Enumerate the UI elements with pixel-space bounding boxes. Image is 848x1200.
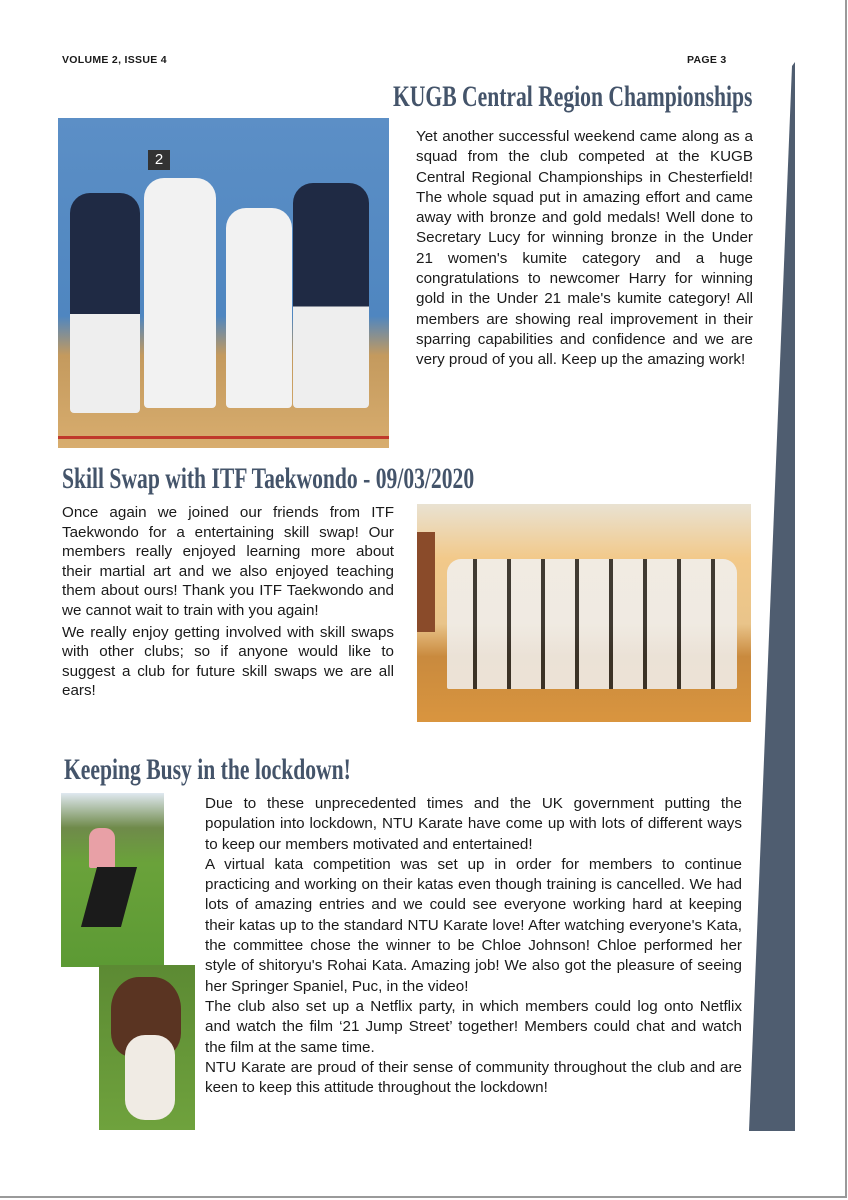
section-body-lockdown <box>205 794 742 1098</box>
paragraph: Yet another successful weekend came along as a squad from the club competed at the KUGB Central Regional Championships in Chesterfield! The whole squad put in amazing effort and came away with bronze and gold medals! Well done to Secretary Lucy for winning bronze in the Under 21 women's kumite category and a huge congratulations to newcomer Harry for winning gold in the Under 21 male's kumite category! All members are showing real improvement in their sparring capabilities and confidence and we are very proud of you all. Keep up the amazing work! <box>416 128 753 369</box>
skill-swap-photo <box>417 504 751 722</box>
paragraph: Due to these unprecedented times and the UK government putting the population into lockdown, NTU Karate have come up with lots of different ways to keep our members motivated and entertained! <box>205 795 742 853</box>
photo-sign: 2 <box>148 150 170 170</box>
section-title-kugb: KUGB Central Region Championships <box>393 80 753 113</box>
paragraph: The club also set up a Netflix party, in which members could log onto Netflix and watch the film ‘21 Jump Street’ together! Members could chat and watch the film at the same time. <box>205 997 742 1056</box>
section-body-kugb <box>416 127 753 371</box>
volume-label: VOLUME 2, ISSUE 4 <box>62 54 167 66</box>
section-body-skill-swap <box>62 503 394 701</box>
paragraph: NTU Karate are proud of their sense of community throughout the club and are keen to keep this attitude throughout the lockdown! <box>205 1058 742 1097</box>
championship-photo <box>58 118 389 448</box>
dog-photo <box>99 965 195 1130</box>
paragraph: Once again we joined our friends from ITF Taekwondo for a entertaining skill swap! Our members really enjoyed learning more about their martial art and we also enjoyed teaching them about ours! Thank you ITF Taekwondo and we cannot wait to train with you again! <box>62 504 394 619</box>
page-number: PAGE 3 <box>687 54 727 66</box>
section-title-lockdown: Keeping Busy in the lockdown! <box>64 753 351 786</box>
section-title-skill-swap: Skill Swap with ITF Taekwondo - 09/03/2020 <box>62 462 475 495</box>
kata-photo <box>61 793 164 967</box>
paragraph: A virtual kata competition was set up in order for members to continue practicing and working on their katas even though training is cancelled. We had lots of amazing entries and we could see everyone working hard at keeping their katas up to the standard NTU Karate love! After watching everyone's Kata, the committee chose the winner to be Chloe Johnson! Chloe performed her style of shitoryu's Rohai Kata. Amazing job! We also got the pleasure of seeing her Springer Spaniel, Puc, in the video! <box>205 855 742 995</box>
paragraph: We really enjoy getting involved with skill swaps with other clubs; so if anyone would like to suggest a club for future skill swaps we are all ears! <box>62 623 394 700</box>
